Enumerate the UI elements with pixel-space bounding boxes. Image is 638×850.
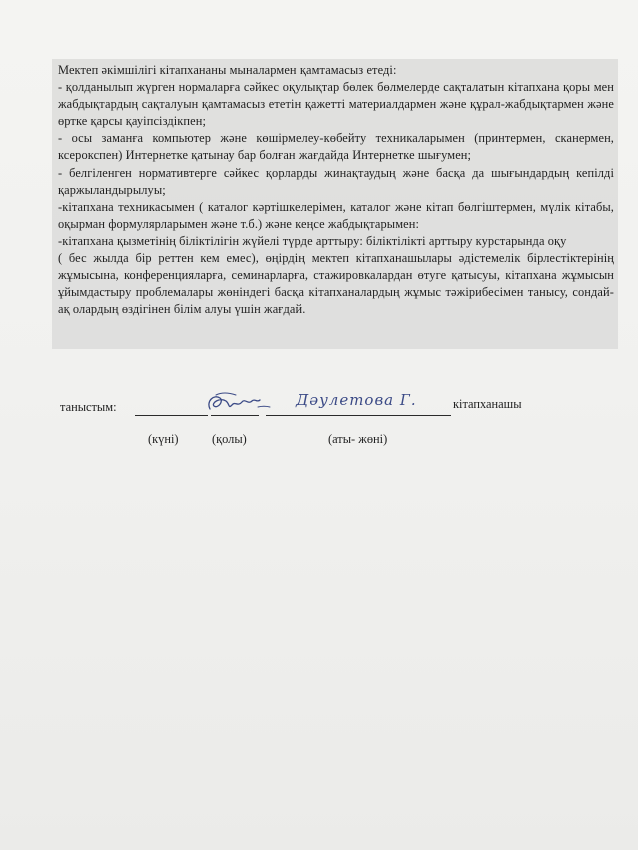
date-line — [135, 415, 208, 416]
paragraph-item-computers: - осы заманға компьютер және көшірмелеу-көбейту техникаларымен (принтермен, сканермен, ксерокспен) Интернетке қатынау бар болған жағдайда Интернетке шығумен; — [58, 131, 614, 163]
name-caption: (аты- жөні) — [328, 432, 388, 446]
name-line — [266, 415, 451, 416]
paragraph-item-storage: - қолданылып жүрген нормаларға сәйкес оқулықтар бөлек бөлмелерде сақталатын кітапхана қоры мен жабдықтардың сақталуын қамтамасыз ететін қажетті материалдармен және құрал-жабдықтармен және өртке қарсы қауіпсіздікпен; — [58, 80, 614, 129]
paragraph-item-equipment: -кітапхана техникасымен ( каталог кәртішкелерімен, каталог және кітап бөлгіштермен, мүлік кітабы, оқырман формулярларымен және т.б.) және кеңсе жабдықтарымен: — [58, 199, 614, 231]
paragraph-item-funding: - белгіленген нормативтерге сәйкес қорларды жинақтаудың және басқа да шығындардың кепілді қаржыландырылуы; — [58, 165, 614, 197]
paragraph-item-conditions: ( бес жылда бір реттен кем емес), өңірдің мектеп кітапханашылары әдістемелік бірлестіктерінің жұмысына, конференцияларға, семинарларға, стажировкалардан өтуге қатысуы, кітапхана жұмысын ұйымдастыру проблемалары жөніндегі басқа кітапханалардың жұмыс тәжірибесімен танысу, сондай-ақ олардың өздігінен білім алуы үшін жағдай. — [58, 251, 614, 317]
role-label: кітапханашы — [453, 397, 522, 411]
date-caption: (күні) — [148, 432, 179, 446]
acknowledged-label: таныстым: — [60, 400, 117, 414]
paragraph-item-qualification: -кітапхана қызметінің біліктілігін жүйелі түрде арттыру: біліктілікті арттыру курстарында оқу — [58, 233, 567, 248]
paragraph-intro: Мектеп әкімшілігі кітапхананы мыналармен қамтамасыз етеді: — [58, 63, 397, 77]
document-body — [58, 62, 614, 318]
signature-caption: (қолы) — [212, 432, 247, 446]
signature-row — [60, 393, 620, 423]
handwritten-signature — [202, 389, 272, 417]
handwritten-name: Дәулетова Г. — [296, 391, 417, 409]
